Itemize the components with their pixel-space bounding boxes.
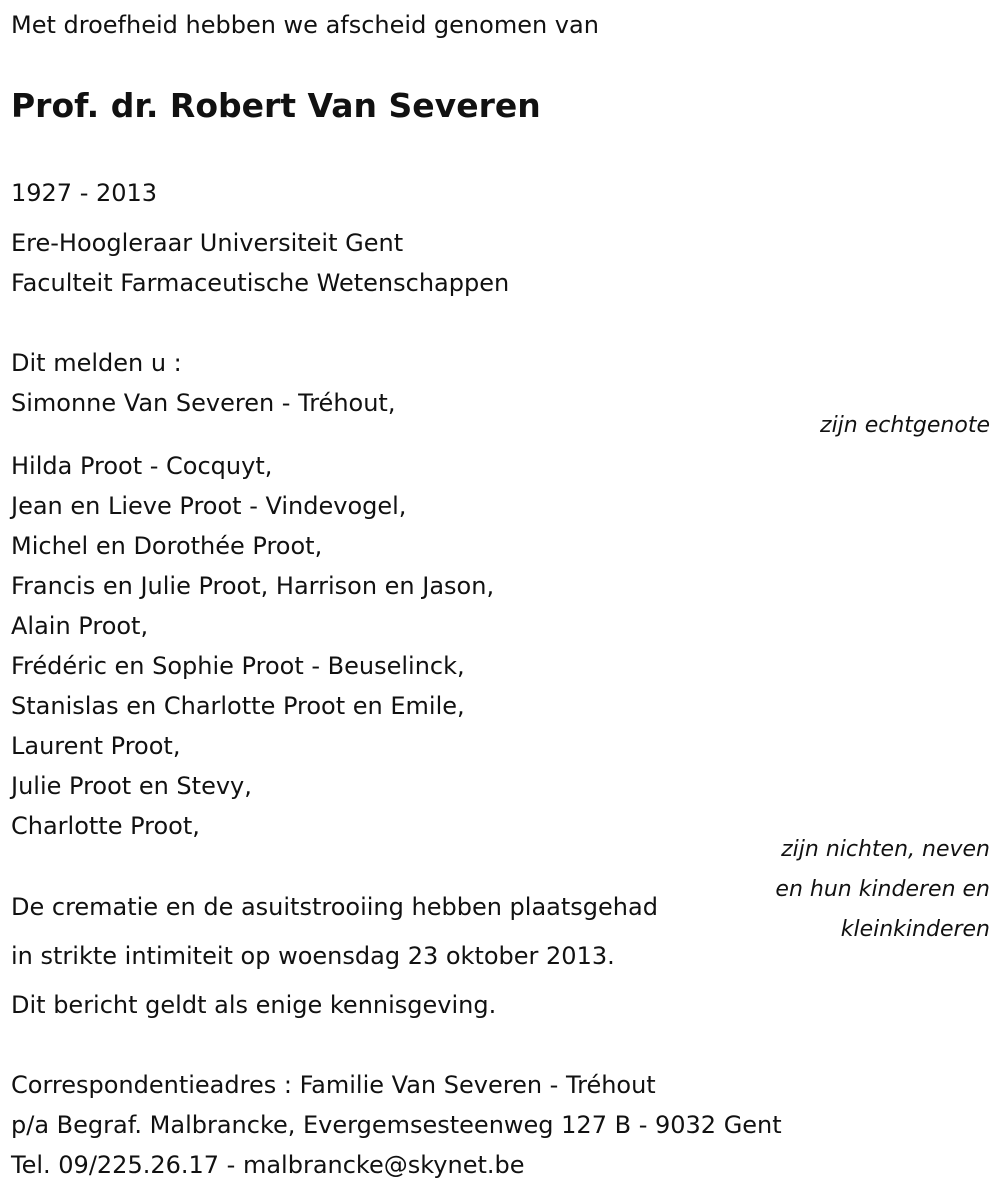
relative-line: Francis en Julie Proot, Harrison en Jason, [11, 572, 495, 600]
relative-line: Michel en Dorothée Proot, [11, 532, 323, 560]
relative-line: Stanislas en Charlotte Proot en Emile, [11, 692, 465, 720]
relative-line: Charlotte Proot, [11, 812, 200, 840]
relative-line: Alain Proot, [11, 612, 149, 640]
ceremony-line: De crematie en de asuitstrooiing hebben plaatsgehad [11, 893, 658, 921]
spouse-role: zijn echtgenote [820, 413, 990, 438]
deceased-name: Prof. dr. Robert Van Severen [11, 86, 541, 125]
correspondence-line: p/a Begraf. Malbrancke, Evergemsesteenweg 127 B - 9032 Gent [11, 1111, 782, 1139]
ceremony-line: in strikte intimiteit op woensdag 23 oktober 2013. [11, 942, 615, 970]
relative-line: Frédéric en Sophie Proot - Beuselinck, [11, 652, 465, 680]
announce-text: Dit melden u : [11, 349, 182, 377]
intro-text: Met droefheid hebben we afscheid genomen van [11, 11, 599, 39]
relatives-role-line: kleinkinderen [840, 917, 990, 942]
relatives-role-line: en hun kinderen en [775, 877, 990, 902]
title-line: Faculteit Farmaceutische Wetenschappen [11, 269, 510, 297]
correspondence-line: Tel. 09/225.26.17 - malbrancke@skynet.be [11, 1151, 525, 1179]
spouse-line: Simonne Van Severen - Tréhout, [11, 389, 396, 417]
relative-line: Julie Proot en Stevy, [11, 772, 252, 800]
life-years: 1927 - 2013 [11, 179, 158, 207]
relative-line: Jean en Lieve Proot - Vindevogel, [11, 492, 407, 520]
relative-line: Laurent Proot, [11, 732, 181, 760]
correspondence-line: Correspondentieadres : Familie Van Severen - Tréhout [11, 1071, 656, 1099]
ceremony-line: Dit bericht geldt als enige kennisgeving. [11, 991, 497, 1019]
title-line: Ere-Hoogleraar Universiteit Gent [11, 229, 404, 257]
relatives-role-line: zijn nichten, neven [781, 837, 990, 862]
relative-line: Hilda Proot - Cocquyt, [11, 452, 273, 480]
